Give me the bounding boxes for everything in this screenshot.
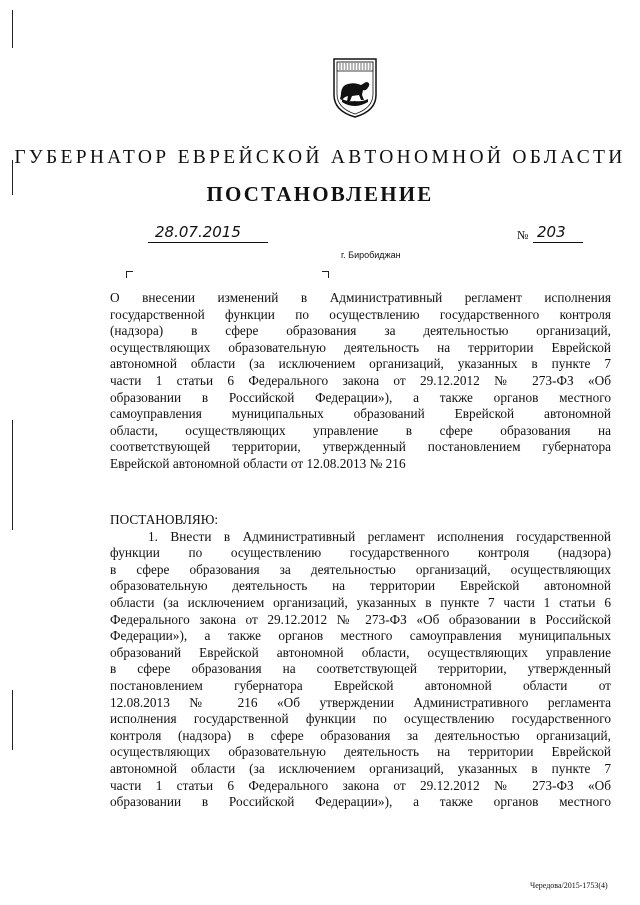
title-line: части 1 статьи 6 Федерального закона от 29.12.2012 № 273-ФЗ «Об	[110, 372, 611, 388]
body-line: 12.08.2013 № 216 «Об утверждении Административного регламента	[110, 694, 611, 710]
document-date: 28.07.2015	[155, 223, 241, 241]
place-of-issue: г. Биробиджан	[341, 250, 401, 260]
body-line: исполнения государственной функции по осуществлению государственного	[110, 711, 611, 727]
body-line: части 1 статьи 6 Федерального закона от 29.12.2012 № 273-ФЗ «Об	[110, 777, 611, 793]
title-corner-mark-left	[126, 271, 133, 278]
number-underline	[533, 242, 583, 243]
body-line: контроля (надзора) в сфере образования за деятельностью организаций,	[110, 727, 611, 743]
body-line: Федерального закона от 29.12.2012 № 273-ФЗ «Об образовании в Российской	[110, 611, 611, 627]
body-line: области (за исключением организаций, указанных в пункте 7 части 1 статьи 6	[110, 594, 611, 610]
document-title	[110, 290, 611, 473]
authority-title: ГУБЕРНАТОР ЕВРЕЙСКОЙ АВТОНОМНОЙ ОБЛАСТИ	[14, 147, 626, 168]
body-line: постановлением губернатора Еврейской автономной области от	[110, 677, 611, 693]
title-line: образовании в Российской Федерации»), а также органов местного	[110, 389, 611, 405]
document-number: 203	[537, 223, 566, 241]
margin-mark	[12, 10, 13, 48]
title-line: государственной функции по осуществлению государственного контроля	[110, 306, 611, 322]
title-line: Еврейской автономной области от 12.08.2013 № 216	[110, 455, 406, 471]
body-line: образований Еврейской автономной области, осуществляющих управление	[110, 644, 611, 660]
date-underline	[148, 242, 268, 243]
body-line: в сфере образования на соответствующей территории, утвержденный	[110, 661, 611, 677]
title-corner-mark-right	[322, 271, 329, 278]
body-line: функции по осуществлению государственного контроля (надзора)	[110, 545, 611, 561]
decree-word: ПОСТАНОВЛЯЮ:	[110, 512, 219, 527]
title-line: самоуправления муниципальных образований Еврейской автономной	[110, 406, 611, 422]
document-type-heading: ПОСТАНОВЛЕНИЕ	[206, 182, 434, 206]
body-line: 1. Внести в Административный регламент исполнения государственной	[148, 528, 611, 544]
margin-mark	[12, 420, 13, 530]
body-line: в сфере образования за деятельностью организаций, осуществляющих	[110, 561, 611, 577]
number-label: №	[517, 228, 529, 242]
title-line: соответствующей территории, утвержденный постановлением губернатора	[110, 439, 611, 455]
body-line: осуществляющих образовательную деятельность на территории Еврейской	[110, 744, 611, 760]
body-line: автономной области (за исключением организаций, указанных в пункте 7	[110, 760, 611, 776]
margin-mark	[12, 690, 13, 750]
title-line: (надзора) в сфере образования за деятельностью организаций,	[110, 323, 611, 339]
coat-of-arms-tiger-icon	[328, 55, 382, 119]
document-body	[110, 512, 611, 811]
body-line: образовании в Российской Федерации»), а также органов местного	[110, 794, 611, 810]
title-line: автономной области (за исключением организаций, указанных в пункте 7	[110, 356, 611, 372]
body-line: образовательную деятельность на территории Еврейской автономной	[110, 578, 611, 594]
body-line: Федерации»), а также органов местного самоуправления муниципальных	[110, 628, 611, 644]
title-line: осуществляющих образовательную деятельность на территории Еврейской	[110, 339, 611, 355]
title-line: области, осуществляющих управление в сфере образования на	[110, 422, 611, 438]
title-line: О внесении изменений в Административный регламент исполнения	[110, 290, 611, 305]
footer-reference: Чередова/2015-1753(4)	[530, 881, 608, 890]
